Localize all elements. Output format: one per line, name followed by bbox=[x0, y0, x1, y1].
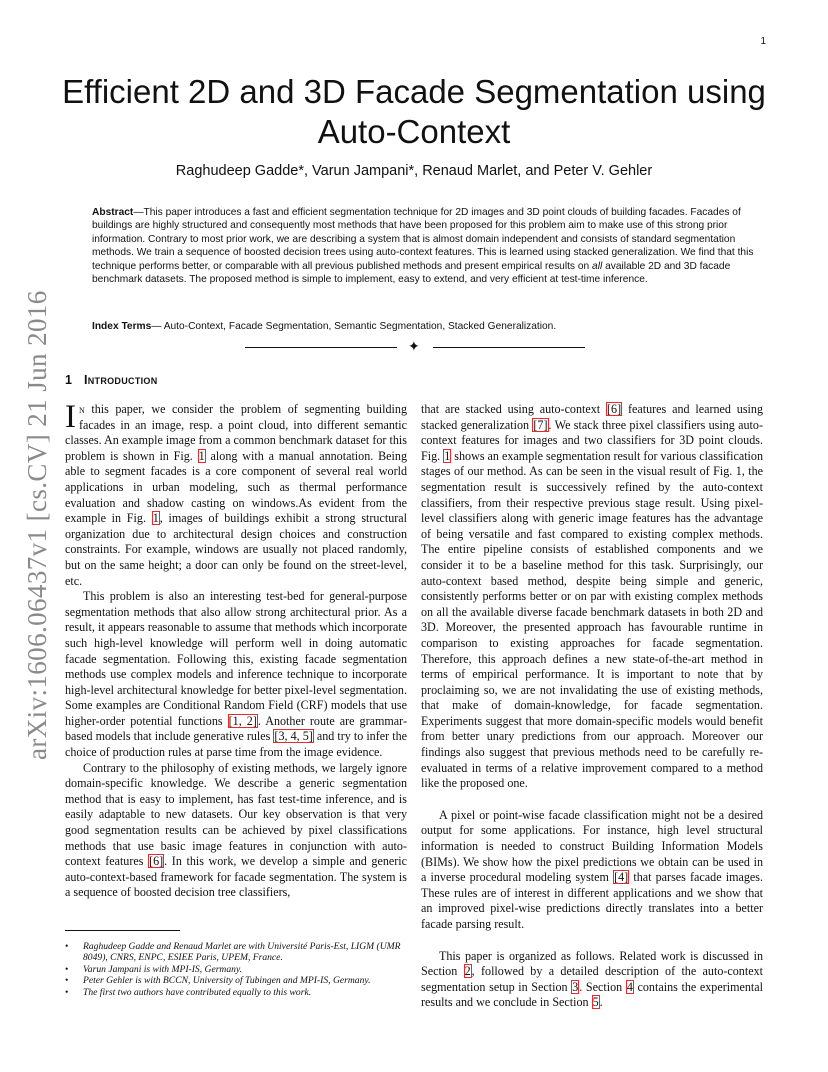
citation-link[interactable]: [4] bbox=[614, 870, 629, 885]
paragraph-text: . We stack three pixel classifiers using auto-context features for images and two classifiers for 3D point clouds. Fig. bbox=[421, 417, 763, 463]
figure-reference-link[interactable]: 1 bbox=[444, 448, 451, 463]
section-reference-link[interactable]: 2 bbox=[464, 964, 471, 979]
paragraph-text: shows an example segmentation result for various classification stages of our method. As can be seen in the visual result of Fig. 1, the segmentation result is successively refined by the auto-context classifiers, from their respective previous stage result. Using pixel-level classifiers along with generic image features has the advantage of being versatile and fast compared to existing complex methods. The entire pipeline consists of established components and we consider it to be a baseline method for this task. Surprisingly, our auto-context based method, despite being simple and generic, consistently performs better or on par with existing complex methods on all the available diverse facade benchmark datasets in both 2D and 3D. Moreover, the presented approach has favourable runtime in comparison to existing approaches for facade segmentation. Therefore, this approach defines a new state-of-the-art method in terms of empirical performance. It is important to note that by proclaiming so, we are not invalidating the use of existing methods, that make of domain-knowledge, for facade segmentation. Experiments suggest that more domain-specific models would benefit from better unary predictions from our approach. Moreover our findings also suggest that previous methods need to be carefully re-evaluated in terms of a relative improvement compared to a method like the proposed one. bbox=[421, 448, 764, 791]
abstract bbox=[92, 206, 764, 286]
bullet-icon: • bbox=[65, 941, 69, 952]
footnote-list bbox=[65, 941, 410, 998]
paragraph-text: this paper, we consider the problem of segmenting building facades in an image, resp. a point cloud, into different semantic classes. An example image from a common benchmark dataset for this problem is shown in Fig. bbox=[65, 402, 407, 463]
abstract-emphasis: all bbox=[592, 260, 603, 272]
author-list: Raghudeep Gadde*, Varun Jampani*, Renaud Marlet, and Peter V. Gehler bbox=[175, 163, 653, 179]
title-line-1: Efficient 2D and 3D Facade Segmentation using bbox=[62, 73, 766, 110]
paragraph-text: contains the experimental results and we conclude in Section bbox=[421, 979, 763, 1010]
separator-line-left bbox=[245, 347, 397, 348]
paragraph-text: that parses facade images. These rules are of interest in different applications and we show that an improved pixel-wise predictions directly translates into a better facade parsing result. bbox=[421, 870, 764, 931]
title-line-2: Auto-Context bbox=[317, 113, 511, 150]
index-terms-label: Index Terms bbox=[92, 321, 152, 332]
figure-reference-link[interactable]: 1 bbox=[198, 448, 205, 463]
footnote-divider bbox=[65, 930, 180, 931]
left-column bbox=[65, 399, 407, 901]
arxiv-identifier-stamp: arXiv:1606.06437v1 [cs.CV] 21 Jun 2016 bbox=[22, 290, 52, 760]
drop-cap: I bbox=[65, 399, 76, 435]
paragraph-text: , images of buildings exhibit a strong structural organization due to architectural design choices and construction constraints. For example, windows are usually not placed randomly, but on the same height; a door can only be found on the street-level, etc. bbox=[65, 511, 407, 588]
footnote-item bbox=[65, 975, 410, 986]
paragraph-text: . In this work, we develop a simple and generic auto-context-based framework for facade segmentation. The system is a sequence of boosted decision tree classifiers, bbox=[65, 854, 407, 900]
paragraph-text: features and learned using stacked generalization bbox=[421, 402, 764, 432]
footnote-text: Varun Jampani is with MPI-IS, Germany. bbox=[83, 963, 243, 975]
citation-link[interactable]: [6] bbox=[607, 402, 622, 416]
separator-diamond-icon: ✦ bbox=[408, 340, 420, 355]
index-terms-text: — Auto-Context, Facade Segmentation, Semantic Segmentation, Stacked Generalization. bbox=[151, 321, 557, 332]
intro-paragraph-5 bbox=[421, 808, 763, 933]
footnote-item bbox=[65, 941, 410, 964]
intro-paragraph-1 bbox=[65, 399, 407, 589]
section-separator bbox=[245, 340, 585, 354]
bullet-icon: • bbox=[65, 963, 69, 975]
paragraph-text: and try to infer the choice of production rules at parse time from the image evidence. bbox=[65, 729, 407, 760]
footnote-text: Raghudeep Gadde and Renaud Marlet are with Université Paris-Est, LIGM (UMR 8049), CNRS, ENPC, ESIEE Paris, UPEM, France. bbox=[83, 941, 401, 964]
paragraph-text: along with a manual annotation. Being able to segment facades is a core component of several real world applications in urban modeling, such as thermal performance evaluation and shadow casting on windows.As evident from the example in Fig. bbox=[65, 448, 407, 526]
intro-paragraph-3 bbox=[65, 761, 407, 901]
citation-link[interactable]: [1, 2] bbox=[228, 713, 257, 728]
abstract-text-part-2: available 2D and 3D facade benchmark datasets. The proposed method is simple to implement, easy to extend, and very efficient at test-time inference. bbox=[92, 260, 731, 286]
paper-title bbox=[40, 72, 788, 152]
paragraph-text: . Another route are grammar-based models that include generative rules bbox=[65, 713, 407, 744]
paragraph-text: that are stacked using auto-context bbox=[421, 402, 607, 416]
separator-line-right bbox=[433, 347, 585, 348]
paragraph-text: . bbox=[599, 995, 603, 1010]
citation-link[interactable]: [7] bbox=[533, 417, 548, 432]
abstract-label: Abstract bbox=[92, 207, 134, 218]
footnote-text: Peter Gehler is with BCCN, University of Tubingen and MPI-IS, Germany. bbox=[83, 975, 371, 987]
section-reference-link[interactable]: 5 bbox=[592, 995, 599, 1010]
intro-paragraph-2 bbox=[65, 589, 407, 761]
index-terms bbox=[92, 320, 764, 333]
paragraph-text: Contrary to the philosophy of existing methods, we largely ignore domain-specific knowledge. We describe a generic segmentation method that is easy to implement, has fast test-time inference, and is easily adaptable to new datasets. Our key observation is that very good segmentation results can be achieved by pixel classifications methods that use basic image features in conjunction with auto-context features bbox=[65, 760, 407, 869]
paragraph-text: , followed by a detailed description of the auto-context segmentation setup in Section bbox=[421, 964, 763, 994]
right-column bbox=[421, 402, 763, 1011]
abstract-text-part-1: —This paper introduces a fast and efficient segmentation technique for 2D images and 3D point clouds of building facades. Facades of buildings are highly structured and consequently most methods that have been proposed for this problem aim to make use of this strong prior information. Contrary to most prior work, we are describing a system that is almost domain independent and consists of standard segmentation methods. We train a sequence of boosted decision trees using auto-context features. This is learned using stacked generalization. We find that this technique performs better, or comparable with all previous published methods and present empirical results on bbox=[92, 207, 754, 272]
paragraph-text: This problem is also an interesting test-bed for general-purpose segmentation methods that also allow strong architectural prior. As a result, it appears reasonable to assume that methods which incorporate such high-level knowledge will perform well in doing automatic facade segmentation. Following this, existing facade segmentation methods use complex models and inference technique to incorporate high-level architectural knowledge for better pixel-level segmentation. Some examples are Conditional Random Field (CRF) models that use higher-order potential functions bbox=[65, 589, 407, 728]
intro-paragraph-4 bbox=[421, 402, 763, 792]
paragraph-text: . Section bbox=[579, 979, 626, 994]
section-reference-link[interactable]: 4 bbox=[626, 979, 633, 994]
intro-paragraph-6 bbox=[421, 949, 763, 1011]
footnote-item bbox=[65, 987, 410, 998]
footnote-item bbox=[65, 964, 410, 975]
section-heading-introduction bbox=[65, 373, 158, 387]
bullet-icon: • bbox=[65, 975, 69, 987]
bullet-icon: • bbox=[65, 986, 69, 998]
paragraph-text: A pixel or point-wise facade classification might not be a desired output for some applications. For instance, high level structural information is needed to construct Building Information Models (BIMs). We show how the pixel predictions we obtain can be used in a inverse procedural modeling system bbox=[421, 807, 763, 885]
figure-reference-link[interactable]: 1 bbox=[152, 511, 159, 526]
lead-in-text: n bbox=[79, 402, 85, 416]
footnote-text: The first two authors have contributed equally to this work. bbox=[83, 986, 312, 998]
citation-link[interactable]: [6] bbox=[149, 854, 164, 869]
paragraph-text: This paper is organized as follows. Related work is discussed in Section bbox=[421, 948, 763, 979]
page-number: 1 bbox=[760, 36, 766, 47]
section-title: Introduction bbox=[83, 373, 158, 387]
section-reference-link[interactable]: 3 bbox=[572, 979, 579, 994]
section-number: 1 bbox=[65, 373, 72, 387]
citation-link[interactable]: [3, 4, 5] bbox=[274, 729, 313, 744]
